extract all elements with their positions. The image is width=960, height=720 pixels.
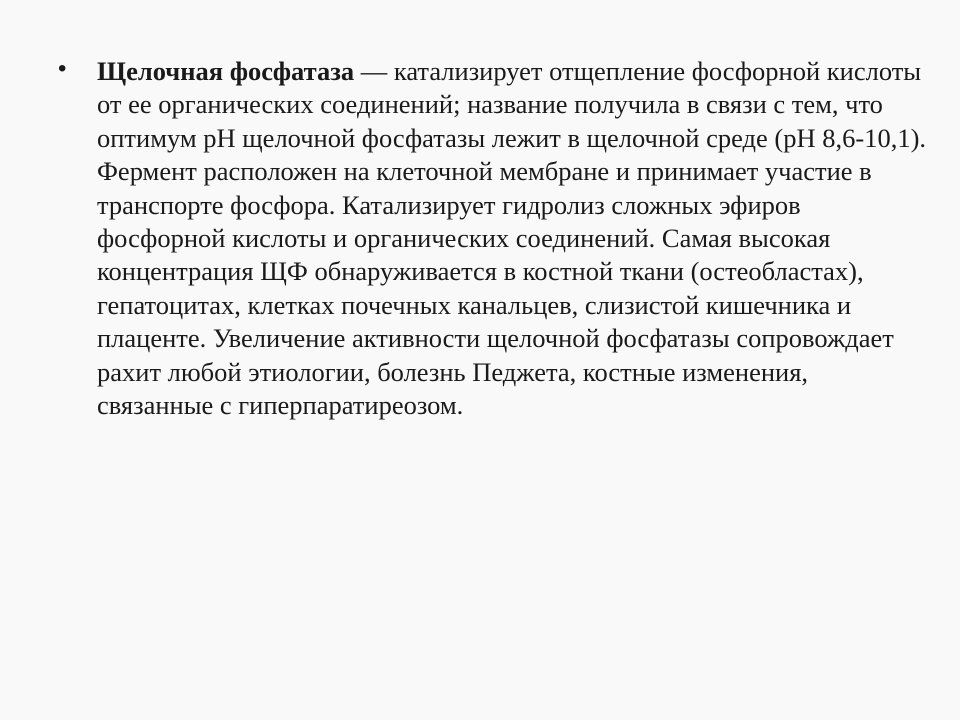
bullet-icon: • [58, 55, 67, 82]
bullet-text: — катализирует отщепление фосфорной кислоты от ее органических соединений; название получила в связи с тем, что оптимум pH щелочной фосфатазы лежит в щелочной среде (pH 8,6-10,1). Фермент расположен на клеточной мембране и принимает участие в транспорте фосфора. Катализирует гидролиз сложных эфиров фосфорной кислоты и органических соединений. Самая высокая концентрация ЩФ обнаруживается в костной ткани (остеобластах), гепатоцитах, клетках почечных канальцев, слизистой кишечника и плаценте. Увеличение активности щелочной фосфатазы сопровождает рахит любой этиологии, болезнь Педжета, костные изменения, связанные с гиперпаратиреозом. [97, 56, 927, 421]
bullet-item [58, 55, 928, 422]
term-heading: Щелочная фосфатаза [97, 56, 355, 86]
bullet-list [58, 55, 928, 422]
